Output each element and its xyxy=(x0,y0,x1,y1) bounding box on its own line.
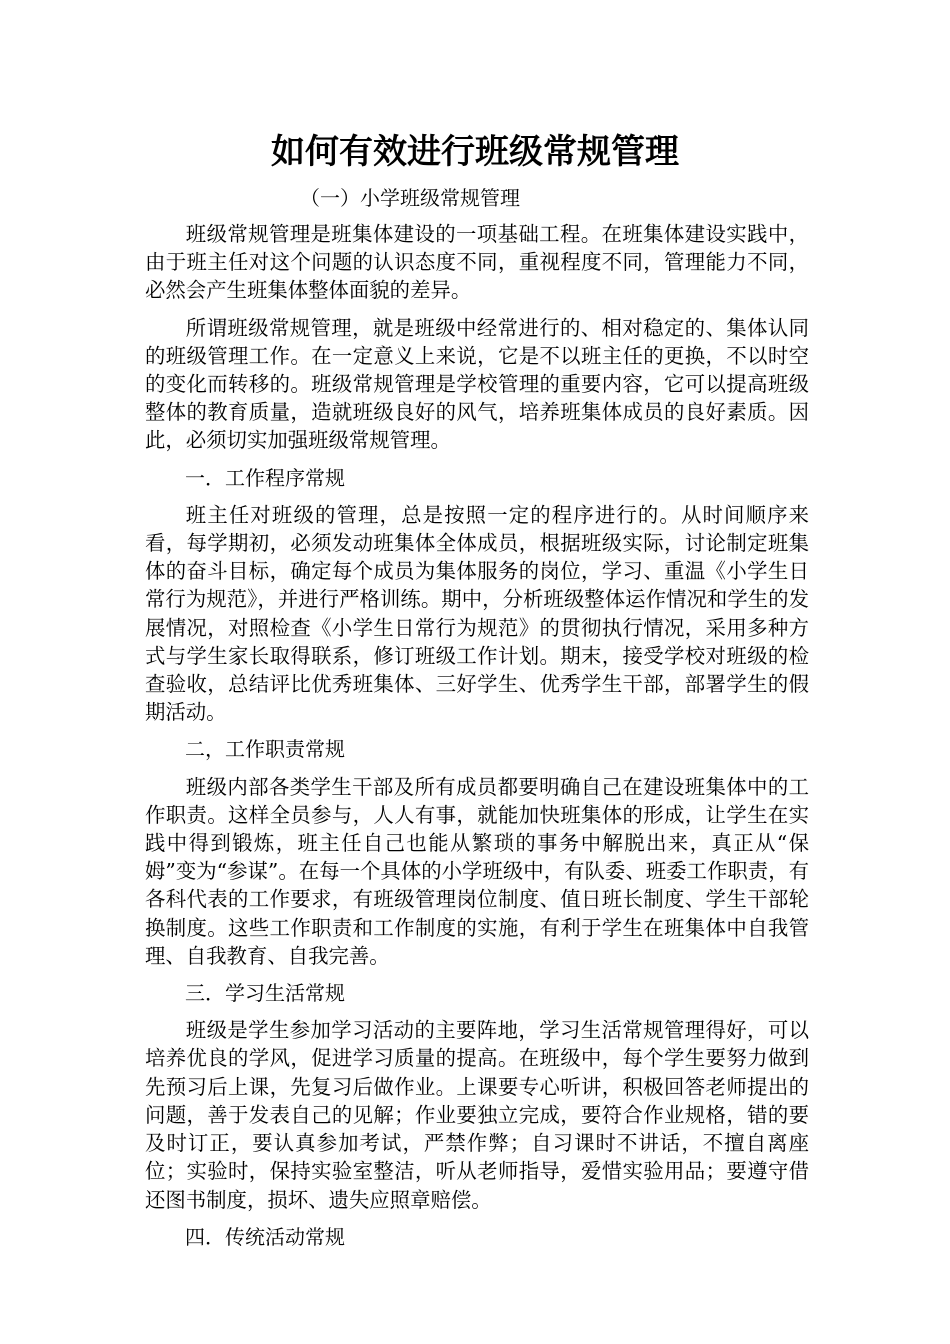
section-heading-study-life: 三．学习生活常规 xyxy=(185,981,345,1006)
paragraph-work-duties: 班级内部各类学生干部及所有成员都要明确自己在建设班集体中的工作职责。这样全员参与，人人有事，就能加快班集体的形成，让学生在实践中得到锻炼，班主任自己也能从繁琐的事务中解脱出来，真正从“保姆”变为“参谋”。在每一个具体的小学班级中，有队委、班委工作职责，有各科代表的工作要求，有班级管理岗位制度、值日班长制度、学生干部轮换制度。这些工作职责和工作制度的实施，有利于学生在班集体中自我管理、自我教育、自我完善。 xyxy=(145,774,809,968)
paragraph-work-procedure: 班主任对班级的管理，总是按照一定的程序进行的。从时间顺序来看，每学期初，必须发动班集体全体成员，根据班级实际，讨论制定班集体的奋斗目标，确定每个成员为集体服务的岗位，学习、重温《小学生日常行为规范》，并进行严格训练。期中，分析班级整体运作情况和学生的发展情况，对照检查《小学生日常行为规范》的贯彻执行情况，采用多种方式与学生家长取得联系，修订班级工作计划。期末，接受学校对班级的检查验收，总结评比优秀班集体、三好学生、优秀学生干部，部署学生的假期活动。 xyxy=(145,502,809,725)
section-heading-work-procedure: 一．工作程序常规 xyxy=(185,465,345,490)
paragraph-intro: 班级常规管理是班集体建设的一项基础工程。在班集体建设实践中，由于班主任对这个问题的认识态度不同，重视程度不同，管理能力不同，必然会产生班集体整体面貌的差异。 xyxy=(145,222,809,303)
document-title: 如何有效进行班级常规管理 xyxy=(271,132,679,172)
section-heading-traditional-activities: 四．传统活动常规 xyxy=(185,1224,345,1249)
document-body xyxy=(145,220,809,1260)
document-subtitle: （一）小学班级常规管理 xyxy=(300,186,520,210)
section-heading-work-duties: 二，工作职责常规 xyxy=(185,737,345,762)
paragraph-study-life: 班级是学生参加学习活动的主要阵地，学习生活常规管理得好，可以培养优良的学风，促进学习质量的提高。在班级中，每个学生要努力做到先预习后上课，先复习后做作业。上课要专心听讲，积极回答老师提出的问题，善于发表自己的见解；作业要独立完成，要符合作业规格，错的要及时订正，要认真参加考试，严禁作弊；自习课时不讲话，不擅自离座位；实验时，保持实验室整洁，听从老师指导，爱惜实验用品；要遵守借还图书制度，损坏、遗失应照章赔偿。 xyxy=(145,1018,809,1212)
paragraph-definition: 所谓班级常规管理，就是班级中经常进行的、相对稳定的、集体认同的班级管理工作。在一定意义上来说，它是不以班主任的更换，不以时空的变化而转移的。班级常规管理是学校管理的重要内容，它可以提高班级整体的教育质量，造就班级良好的风气，培养班集体成员的良好素质。因此，必须切实加强班级常规管理。 xyxy=(145,315,809,453)
